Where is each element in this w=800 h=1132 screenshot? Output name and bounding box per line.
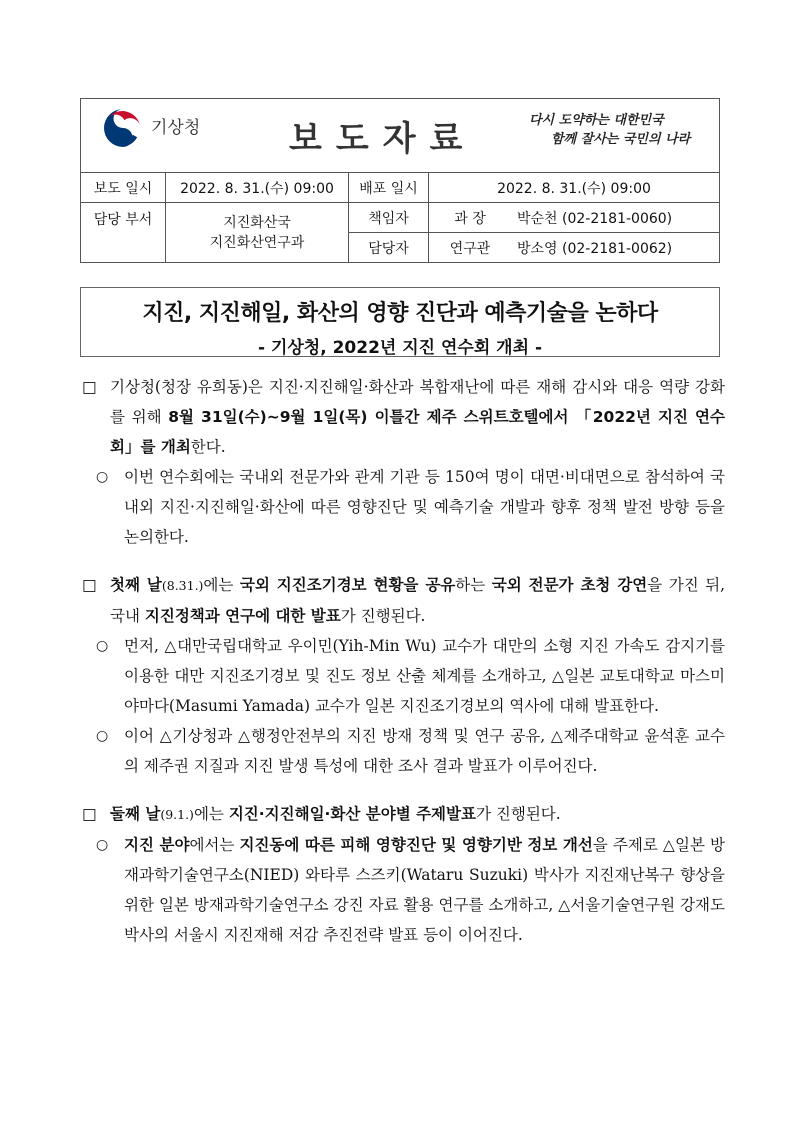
text: 이번 연수회에는 국내외 전문가와 관계 기관 등 150여 명이 대면·비대면으로 참석하여 국내외 지진·지진해일·화산에 따른 영향진단 및 예측기술 개발과 향후 정책 발전 방향 등을 논의한다. bbox=[124, 468, 725, 546]
circle-bullet-icon: ○ bbox=[96, 837, 109, 853]
sub-paragraph-participants bbox=[80, 462, 725, 552]
text: 한다. bbox=[190, 438, 226, 456]
staff-label: 담당자 bbox=[349, 233, 429, 263]
slogan bbox=[521, 111, 716, 149]
bold-text: 지진정책과 연구에 대한 발표 bbox=[144, 607, 341, 625]
paragraph-day-two bbox=[80, 799, 725, 830]
text: 에는 bbox=[193, 805, 229, 823]
text: 기상청(청장 유희동)은 지진·지진해일·화산과 복합재난에 따른 재해 감시와 대응 역량 강화를 위해 bbox=[110, 378, 725, 426]
headline: 지진, 지진해일, 화산의 영향 진단과 예측기술을 논하다 bbox=[142, 301, 658, 326]
dept-line-1: 지진화산국 bbox=[223, 214, 291, 231]
bold-text: 첫째 날 bbox=[110, 576, 162, 594]
text: 하는 bbox=[455, 576, 492, 594]
bold-text: 둘째 날 bbox=[110, 805, 161, 823]
paragraph-overview bbox=[80, 372, 725, 462]
table-row bbox=[81, 173, 720, 203]
manager-name: 박순천 (02-2181-0060) bbox=[511, 203, 720, 233]
paragraph-day-one bbox=[80, 570, 725, 631]
text: 에서는 bbox=[189, 836, 240, 854]
kma-logo-icon bbox=[101, 106, 145, 150]
text: 에는 bbox=[203, 576, 240, 594]
bold-text: 지진동에 따른 피해 영향진단 및 영향기반 정보 개선 bbox=[239, 836, 593, 854]
text: 이어 △기상청과 △행정안전부의 지진 방재 정책 및 연구 공유, △제주대학교 윤석훈 교수의 제주권 지질과 지진 발생 특성에 대한 조사 결과 발표가 이루어진다. bbox=[124, 727, 725, 775]
text: 을 주제로 △일본 방재과학기술연구소(NIED) 와타루 스즈키(Wataru Suzuki) 박사가 지진재난복구 향상을 위한 일본 방재과학기술연구소 강진 자료 활용 연구를 소개하고, △서울기술연구원 강재도 박사의 서울시 지진재해 저감 추진전략 발표 등이 이어진다. bbox=[124, 836, 725, 944]
text: 을 가진 뒤, 국내 bbox=[110, 576, 726, 625]
dept-label: 담당 부서 bbox=[81, 203, 166, 263]
text: 가 진행된다. bbox=[340, 607, 426, 625]
manager-title: 과 장 bbox=[429, 203, 512, 233]
circle-bullet-icon: ○ bbox=[96, 469, 109, 485]
distribution-date-label: 배포 일시 bbox=[349, 173, 429, 203]
document-body bbox=[80, 372, 725, 950]
text: (9.1.) bbox=[160, 807, 194, 822]
bold-text: 국외 지진조기경보 현황을 공유 bbox=[239, 576, 456, 594]
distribution-date: 2022. 8. 31.(수) 09:00 bbox=[429, 173, 720, 203]
info-table bbox=[80, 172, 720, 263]
square-bullet-icon: □ bbox=[82, 805, 97, 823]
text: (8.31.) bbox=[161, 578, 204, 593]
bold-text: 지진·지진해일·화산 분야별 주제발표 bbox=[228, 805, 476, 823]
circle-bullet-icon: ○ bbox=[96, 638, 109, 654]
dept-cell bbox=[166, 203, 349, 263]
circle-bullet-icon: ○ bbox=[96, 728, 109, 744]
sub-paragraph-foreign-lectures bbox=[80, 631, 725, 721]
press-release-header bbox=[80, 98, 720, 172]
sub-paragraph-domestic-presentations bbox=[80, 721, 725, 781]
sub-paragraph-earthquake-session bbox=[80, 830, 725, 950]
slogan-line-2: 함께 잘사는 국민의 나라 bbox=[551, 132, 691, 147]
report-date-label: 보도 일시 bbox=[81, 173, 166, 203]
text: 먼저, △대만국립대학교 우이민(Yih-Min Wu) 교수가 대만의 소형 지진 가속도 감지기를 이용한 대만 지진조기경보 및 진도 정보 산출 체계를 소개하고, △일본 교토대학교 마스미 야마다(Masumi Yamada) 교수가 일본 지진조기경보의 역사에 대해 발표한다. bbox=[124, 637, 725, 715]
dept-line-2: 지진화산연구과 bbox=[209, 234, 305, 251]
staff-name: 방소영 (02-2181-0062) bbox=[511, 233, 720, 263]
bold-text: 지진 분야 bbox=[124, 836, 190, 854]
table-row bbox=[81, 203, 720, 233]
square-bullet-icon: □ bbox=[82, 576, 97, 594]
square-bullet-icon: □ bbox=[82, 378, 97, 396]
text: 가 진행된다. bbox=[475, 805, 561, 823]
headline-box bbox=[80, 287, 720, 357]
sub-headline: - 기상청, 2022년 지진 연수회 개최 - bbox=[257, 338, 543, 358]
staff-title: 연구관 bbox=[429, 233, 512, 263]
slogan-line-1: 다시 도약하는 대한민국 bbox=[529, 113, 664, 128]
manager-label: 책임자 bbox=[349, 203, 429, 233]
org-name: 기상청 bbox=[151, 118, 201, 138]
document-title: 보도자료 bbox=[289, 119, 477, 159]
bold-text: 8월 31일(수)~9월 1일(목) 이틀간 제주 스위트호텔에서 「2022년 지진 연수회」를 개최 bbox=[110, 408, 725, 456]
bold-text: 국외 전문가 초청 강연 bbox=[491, 576, 648, 594]
report-date: 2022. 8. 31.(수) 09:00 bbox=[166, 173, 349, 203]
